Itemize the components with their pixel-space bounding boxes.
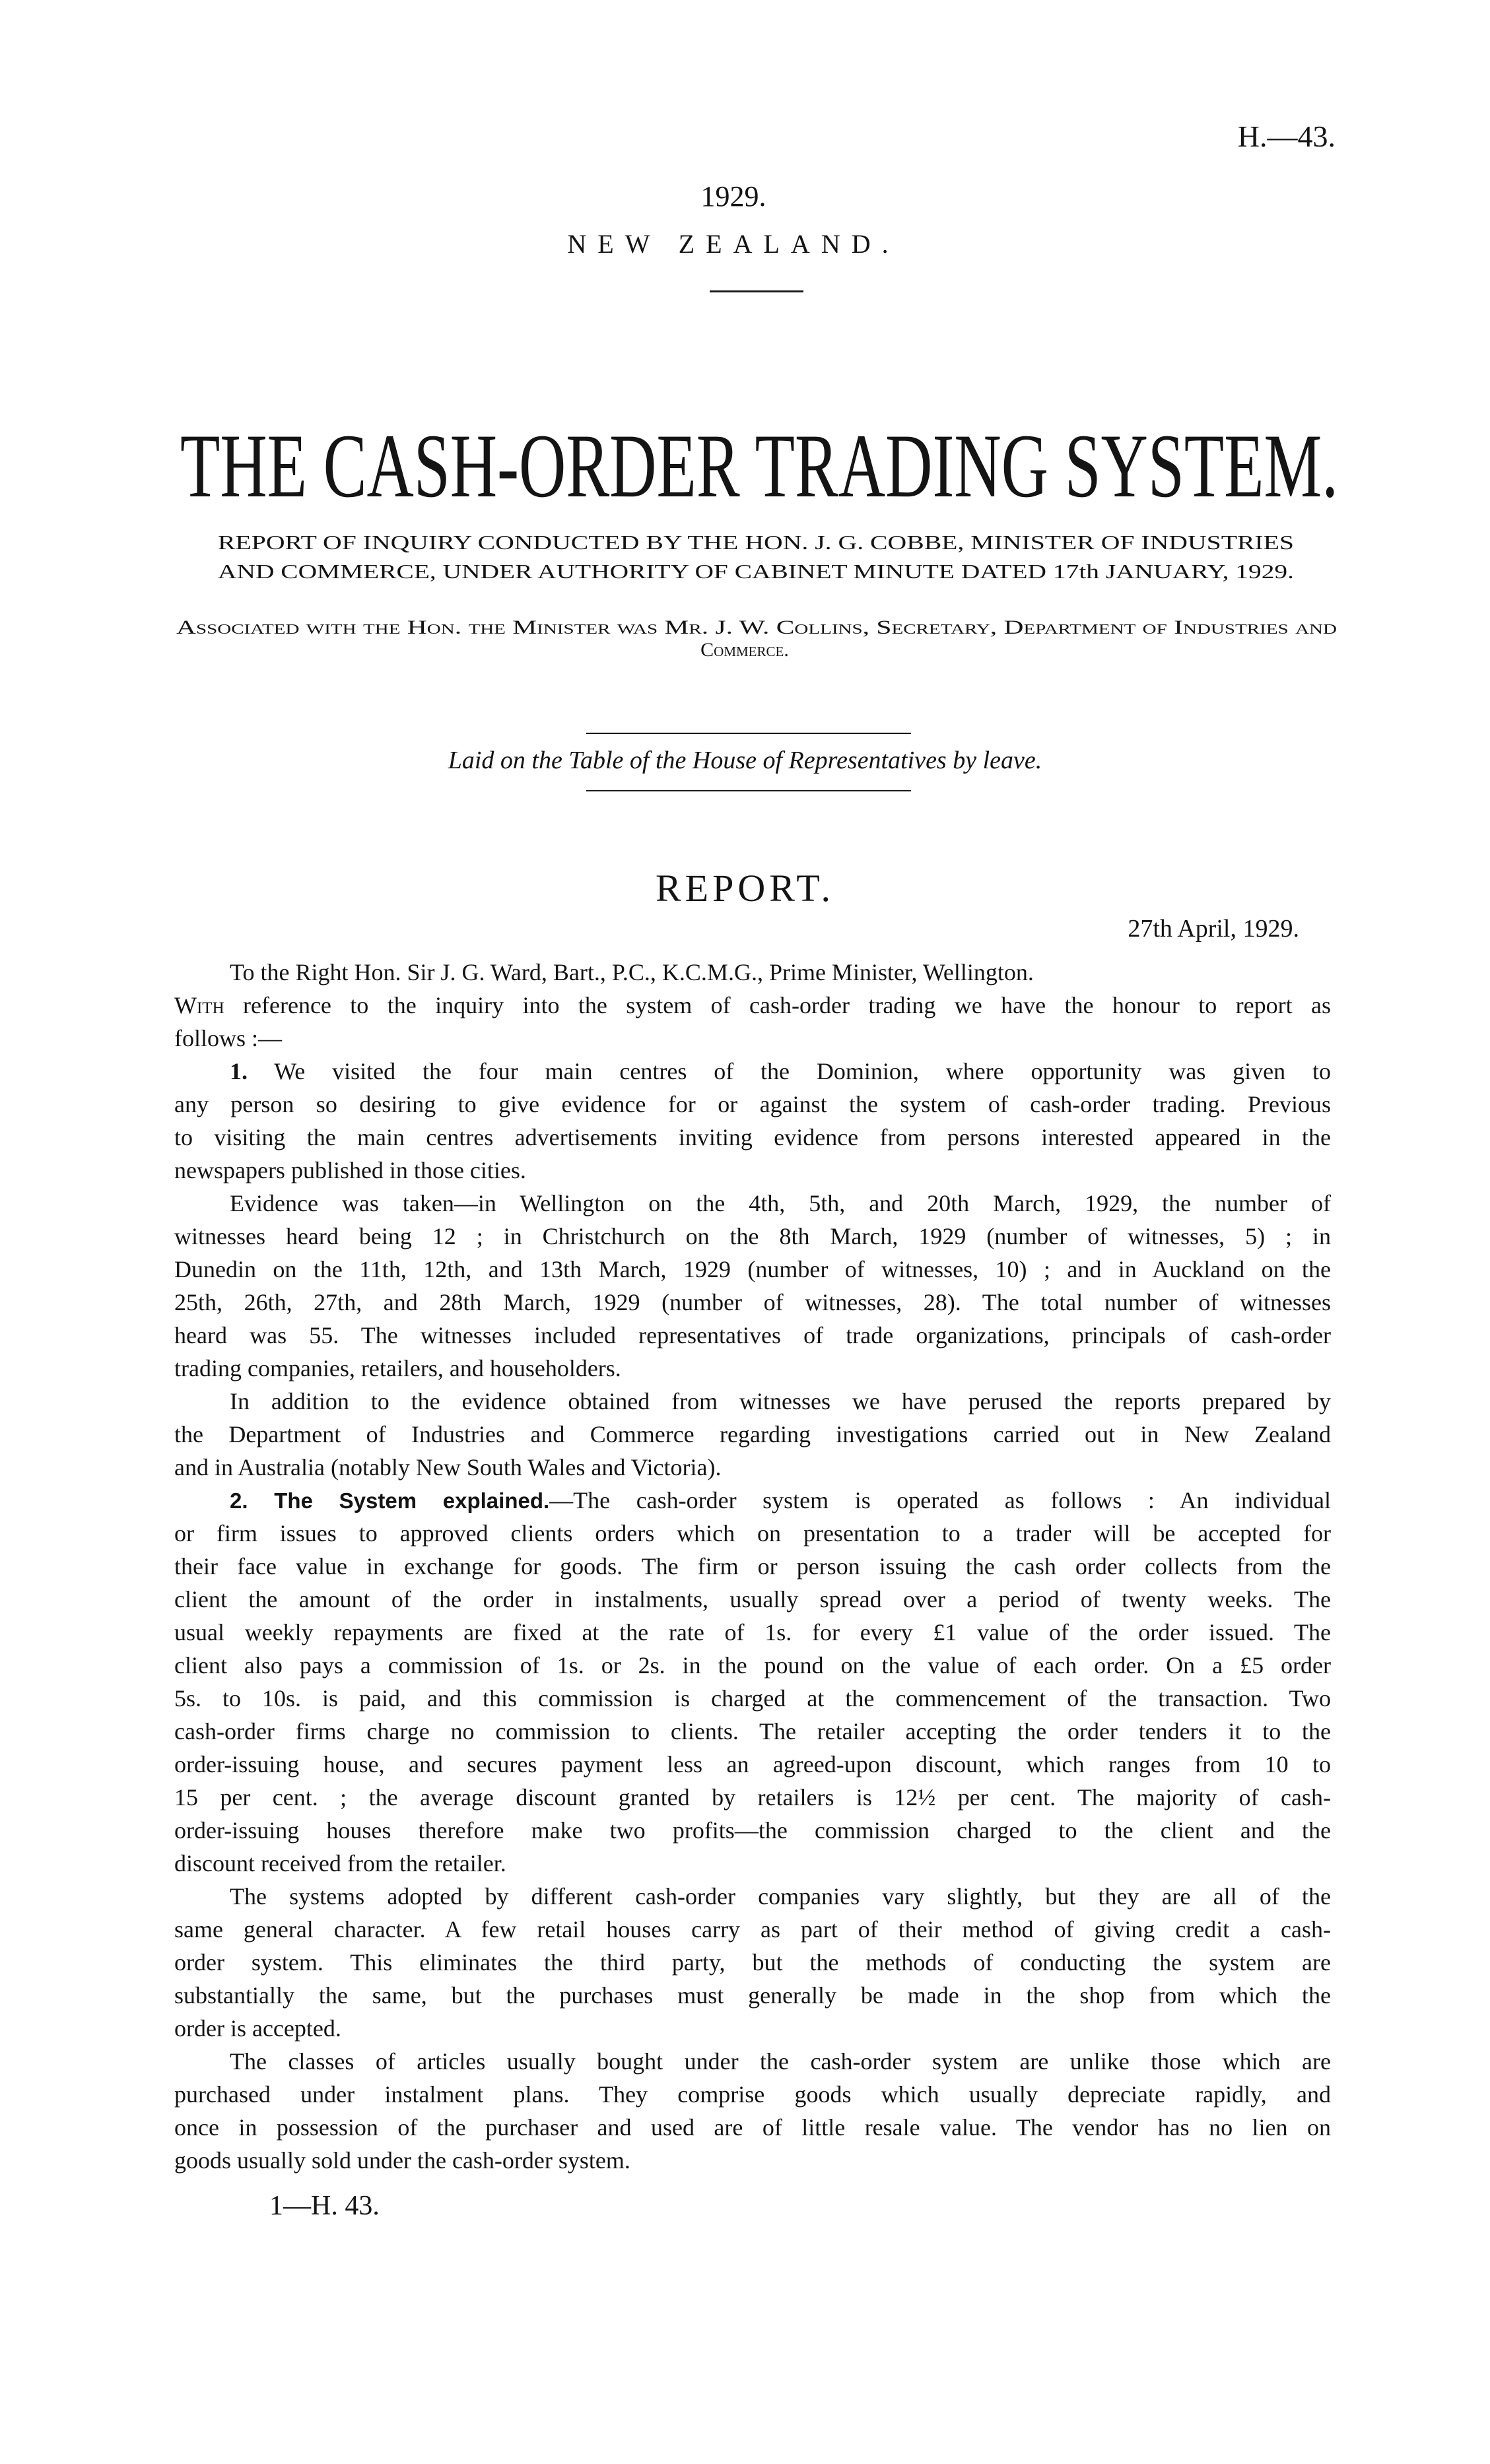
document-year: 1929.	[700, 180, 766, 213]
body-line	[174, 989, 1331, 1022]
body-line	[174, 1022, 1331, 1055]
associated-line: Commerce.	[700, 639, 789, 661]
line-text: Dunedin on the 11th, 12th, and 13th March, 1929 (number of witnesses, 10) ; and in Auckland on the	[174, 1256, 1331, 1282]
body-line	[174, 1649, 1331, 1682]
body-line	[174, 2012, 1331, 2045]
line-text: to visiting the main centres advertisements inviting evidence from persons interested appeared in the	[174, 1124, 1331, 1150]
line-text: their face value in exchange for goods. The firm or person issuing the cash order collects from the	[174, 1553, 1331, 1580]
line-text: usual weekly repayments are fixed at the rate of 1s. for every £1 value of the order issued. The	[174, 1619, 1331, 1646]
body-line	[174, 1451, 1331, 1484]
line-text: reference to the inquiry into the system of cash-order trading we have the honour to report as	[224, 992, 1331, 1018]
report-heading: REPORT.	[655, 867, 835, 910]
body-line	[174, 1583, 1331, 1616]
line-text: —The cash-order system is operated as follows : An individual	[549, 1487, 1331, 1514]
body-line	[174, 1319, 1331, 1352]
line-text: or firm issues to approved clients orders which on presentation to a trader will be accepted for	[174, 1520, 1331, 1547]
document-country: NEW ZEALAND.	[567, 229, 900, 259]
associated-line: Associated with the Hon. the Minister was Mr. J. W. Collins, Secretary, Department of Industries and	[176, 616, 1337, 638]
body-line	[174, 1088, 1331, 1121]
title-block	[0, 0, 1452, 726]
body-line	[174, 1880, 1331, 1913]
line-text: order-issuing houses therefore make two profits—the commission charged to the client and the	[174, 1817, 1331, 1844]
line-text: substantially the same, but the purchases must generally be made in the shop from which the	[174, 1982, 1331, 2009]
line-text: trading companies, retailers, and householders.	[174, 1355, 621, 1382]
body-line	[174, 1484, 1331, 1517]
line-text: We visited the four main centres of the Dominion, where opportunity was given to	[248, 1058, 1331, 1084]
body-line	[174, 1187, 1331, 1220]
body-line	[174, 1121, 1331, 1154]
line-text: 5s. to 10s. is paid, and this commission is charged at the commencement of the transaction. Two	[174, 1685, 1331, 1712]
body-line	[174, 1055, 1331, 1088]
page-footer: 1—H. 43.	[269, 2191, 380, 2221]
line-text: client the amount of the order in instalments, usually spread over a period of twenty weeks. The	[174, 1586, 1331, 1613]
line-text: 15 per cent. ; the average discount granted by retailers is 12½ per cent. The majority of cash-	[174, 1784, 1331, 1811]
body-line	[174, 1979, 1331, 2012]
body-line	[174, 1352, 1331, 1385]
line-text: once in possession of the purchaser and used are of little resale value. The vendor has no lien on	[174, 2114, 1331, 2141]
body-line	[174, 1913, 1331, 1946]
body-line	[174, 1385, 1331, 1418]
subtitle-line: REPORT OF INQUIRY CONDUCTED BY THE HON. J. G. COBBE, MINISTER OF INDUSTRIES	[218, 531, 1294, 554]
body-line	[174, 1253, 1331, 1286]
body-line	[174, 1154, 1331, 1187]
report-date: 27th April, 1929.	[1128, 915, 1299, 943]
body-line	[174, 1418, 1331, 1451]
body-line	[174, 1715, 1331, 1748]
line-text: The systems adopted by different cash-order companies vary slightly, but they are all of the	[230, 1883, 1331, 1910]
body-line	[174, 1682, 1331, 1715]
line-text: 25th, 26th, 27th, and 28th March, 1929 (number of witnesses, 28). The total number of witnesses	[174, 1289, 1331, 1315]
body-line	[174, 1286, 1331, 1319]
line-text: follows :—	[174, 1025, 283, 1051]
line-text: The classes of articles usually bought under the cash-order system are unlike those which are	[230, 2048, 1331, 2075]
line-text: Evidence was taken—in Wellington on the 4th, 5th, and 20th March, 1929, the number of	[230, 1190, 1331, 1216]
divider	[586, 733, 911, 734]
body-line	[174, 1220, 1331, 1253]
body-line	[174, 2144, 1331, 2177]
line-text: discount received from the retailer.	[174, 1850, 506, 1877]
line-text: client also pays a commission of 1s. or 2s. in the pound on the value of each order. On a £5 order	[174, 1652, 1331, 1679]
body-line	[174, 1847, 1331, 1880]
body-line	[174, 1748, 1331, 1781]
body-line	[174, 1814, 1331, 1847]
line-text: witnesses heard being 12 ; in Christchurch on the 8th March, 1929 (number of witnesses, 5) ; in	[174, 1223, 1331, 1249]
line-text: cash-order firms charge no commission to clients. The retailer accepting the order tenders it to the	[174, 1718, 1331, 1745]
body-line	[174, 956, 1331, 989]
paragraph-lead: 1.	[230, 1058, 248, 1084]
body-line	[174, 1946, 1331, 1979]
subtitle-line: AND COMMERCE, UNDER AUTHORITY OF CABINET MINUTE DATED 17th JANUARY, 1929.	[218, 560, 1294, 583]
laid-note: Laid on the Table of the House of Representatives by leave.	[448, 747, 1042, 774]
line-text: order system. This eliminates the third party, but the methods of conducting the system are	[174, 1949, 1331, 1976]
line-text: newspapers published in those cities.	[174, 1157, 526, 1183]
divider	[586, 790, 911, 791]
line-text: order is accepted.	[174, 2015, 341, 2042]
line-text: goods usually sold under the cash-order system.	[174, 2147, 630, 2174]
line-text: any person so desiring to give evidence for or against the system of cash-order trading. Previous	[174, 1091, 1331, 1117]
document-title: THE CASH-ORDER TRADING SYSTEM.	[180, 415, 1338, 516]
body-line	[174, 2045, 1331, 2078]
document-reference: H.—43.	[1237, 119, 1336, 153]
body-line	[174, 1781, 1331, 1814]
body-line	[174, 1616, 1331, 1649]
body-line	[174, 1517, 1331, 1550]
paragraph-lead: 2. The System explained.	[230, 1488, 550, 1513]
line-text: order-issuing house, and secures payment less an agreed-upon discount, which ranges from 10 to	[174, 1751, 1331, 1778]
line-text: purchased under instalment plans. They comprise goods which usually depreciate rapidly, and	[174, 2081, 1331, 2108]
paragraph-lead: With	[174, 992, 224, 1018]
line-text: To the Right Hon. Sir J. G. Ward, Bart., P.C., K.C.M.G., Prime Minister, Wellington.	[230, 959, 1034, 985]
body-line	[174, 1550, 1331, 1583]
line-text: same general character. A few retail houses carry as part of their method of giving credit a cash-	[174, 1916, 1331, 1943]
line-text: the Department of Industries and Commerce regarding investigations carried out in New Zealand	[174, 1421, 1331, 1448]
line-text: and in Australia (notably New South Wales and Victoria).	[174, 1454, 722, 1481]
body-line	[174, 2078, 1331, 2111]
line-text: In addition to the evidence obtained from witnesses we have perused the reports prepared by	[230, 1388, 1331, 1415]
body-line	[174, 2111, 1331, 2144]
line-text: heard was 55. The witnesses included representatives of trade organizations, principals of cash-order	[174, 1322, 1331, 1349]
